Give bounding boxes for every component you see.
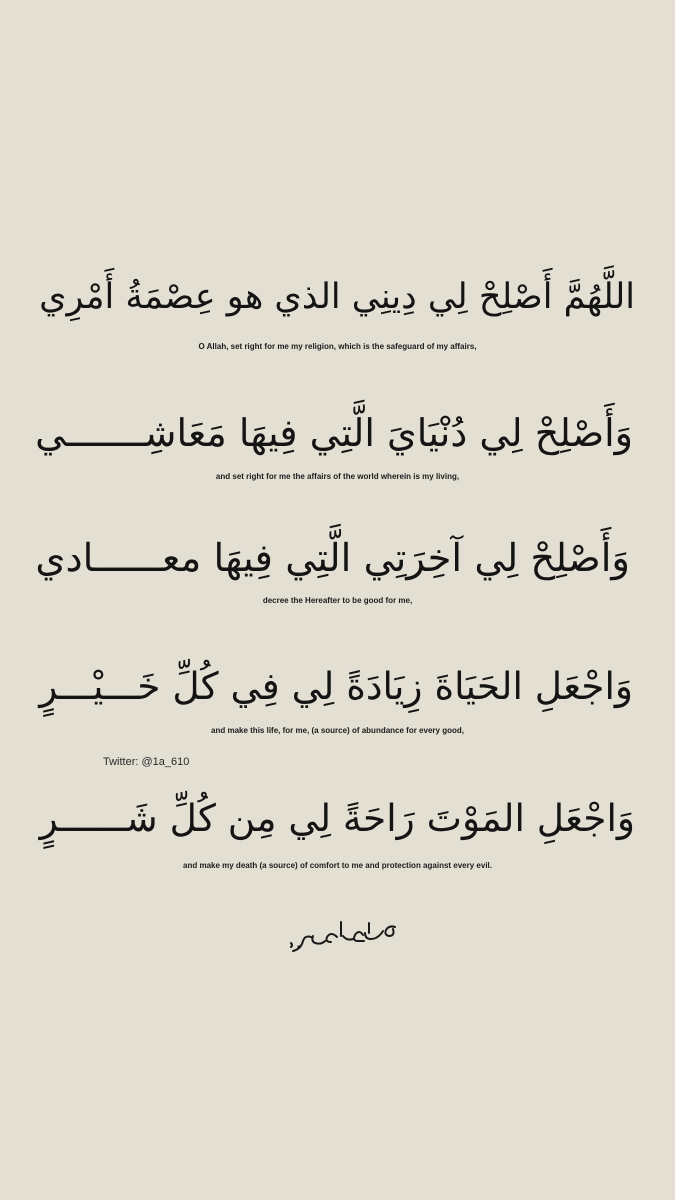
- english-translation-5: and make my death (a source) of comfort to me and protection against every evil.: [183, 861, 492, 870]
- english-translation-1: O Allah, set right for me my religion, which is the safeguard of my affairs,: [198, 342, 477, 351]
- twitter-watermark: Twitter: @1a_610: [103, 756, 190, 768]
- arabic-line-5: وَاجْعَلِ المَوْتَ رَاحَةً لِي مِن كُلِّ شَــــــرٍ: [39, 796, 635, 840]
- arabic-line-2: وَأَصْلِحْ لِي دُنْيَايَ الَّتِي فِيهَا مَعَاشِـــــــي: [35, 411, 633, 455]
- english-translation-2: and set right for me the affairs of the world wherein is my living,: [215, 472, 460, 481]
- english-translation-3: decree the Hereafter to be good for me,: [262, 596, 413, 605]
- english-translation-4: and make this life, for me, (a source) of abundance for every good,: [211, 726, 464, 735]
- arabic-line-4: وَاجْعَلِ الحَيَاةَ زِيَادَةً لِي فِي كُلِّ خَـــيْـــرٍ: [39, 664, 633, 708]
- arabic-line-1: اللَّهُمَّ أَصْلِحْ لِي دِينِي الذي هو عِصْمَةُ أَمْرِي: [39, 277, 635, 317]
- handwritten-signature: [283, 913, 403, 955]
- arabic-line-3: وَأَصْلِحْ لِي آخِرَتِي الَّتِي فِيهَا معــــــادي: [35, 536, 630, 581]
